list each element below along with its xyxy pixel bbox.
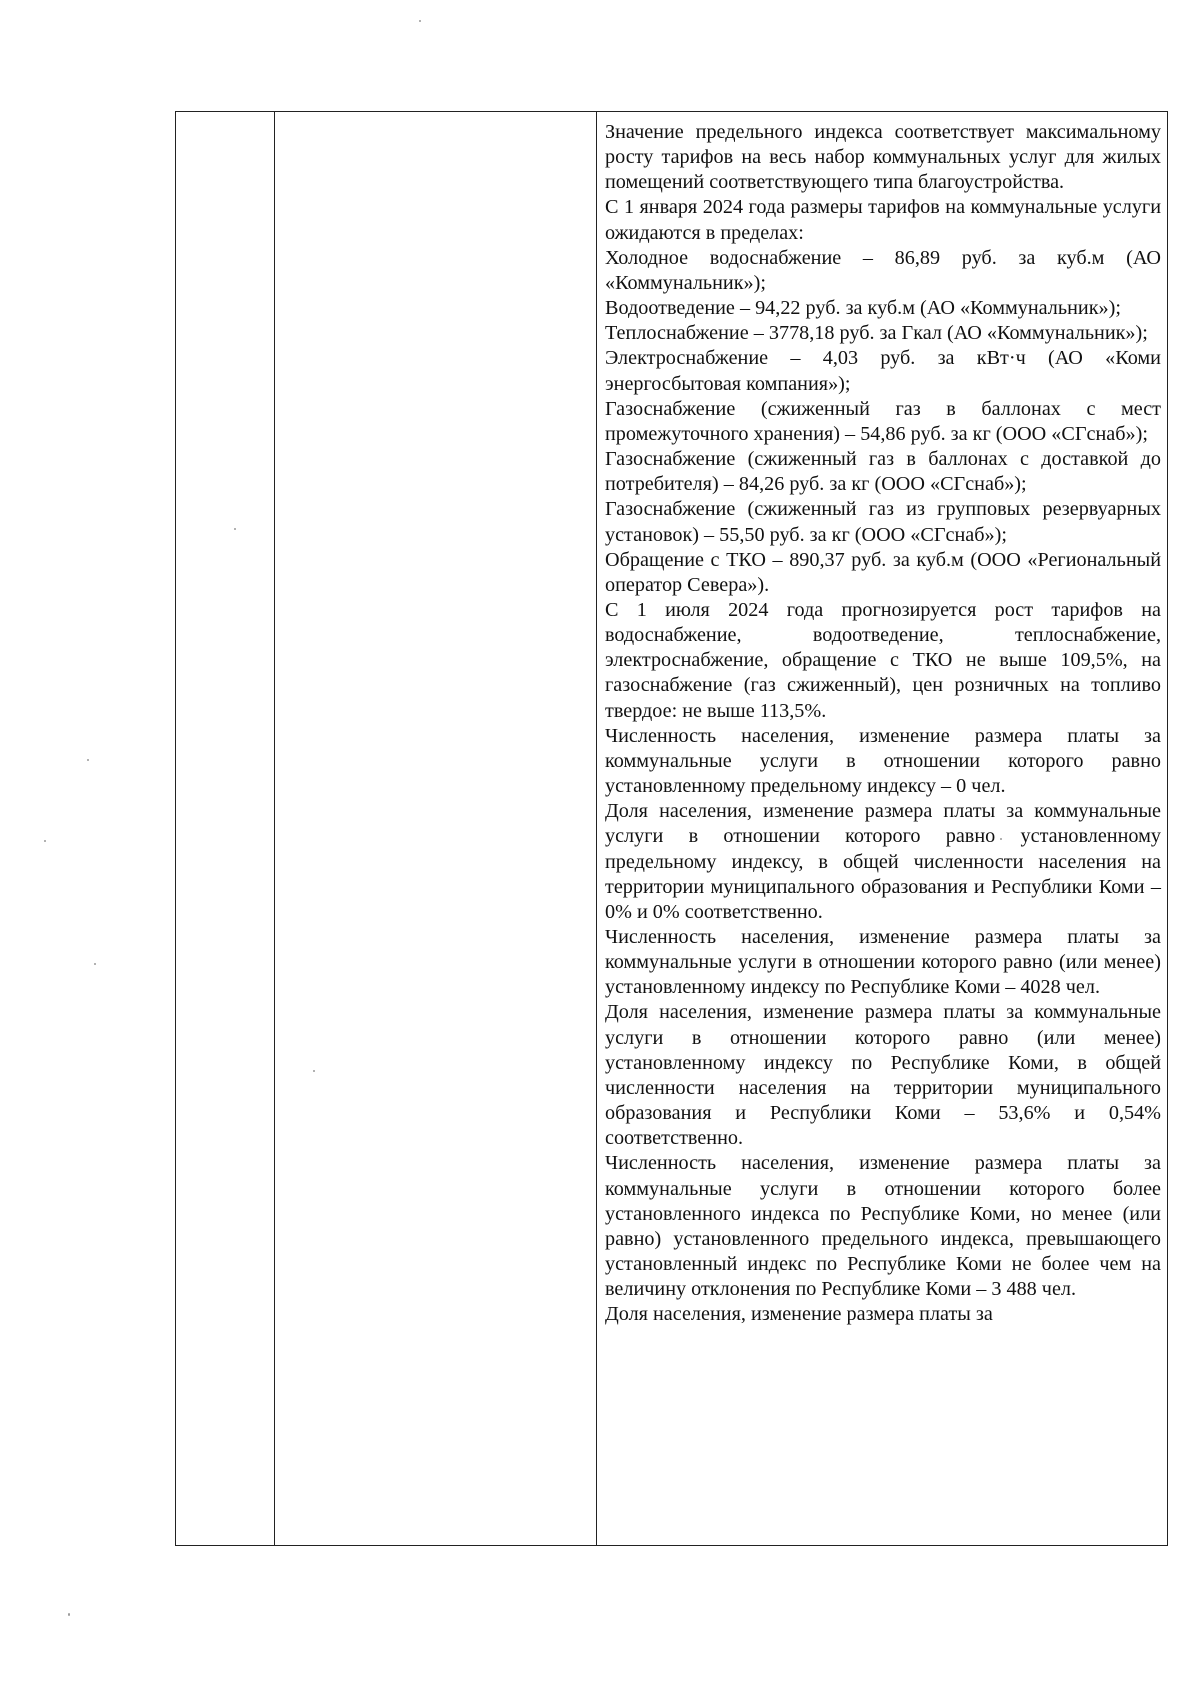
paragraph-electricity: Электроснабжение – 4,03 руб. за кВт·ч (АО «Коми энергосбытовая компания»); [605,347,1161,395]
scan-speck [419,20,421,22]
table-cell-text [597,112,1168,1546]
paragraph-population-above-index: Численность населения, изменение размера платы за коммунальные услуги в отношении которого более установленного индекса по Республике Коми, но менее (или равно) установленного предельного индекса, превышающего установленный индекс по Республике Коми не более чем на величину отклонения по Республике Коми – 3 488 чел. [605,1152,1161,1301]
paragraph-wastewater: Водоотведение – 94,22 руб. за куб.м (АО «Коммунальник»); [605,297,1121,320]
scan-speck [87,759,89,761]
paragraph-share-limit-index: Доля населения, изменение размера платы за коммунальные услуги в отношении которого равно установленному предельному индексу, в общей численности населения на территории муниципального образования и Республики Коми – 0% и 0% соответственно. [605,800,1161,923]
paragraph-tariffs-intro: С 1 января 2024 года размеры тарифов на коммунальные услуги ожидаются в пределах: [605,196,1161,244]
scan-speck [68,1613,70,1616]
scan-speck [94,963,96,965]
paragraph-population-regional-index: Численность населения, изменение размера платы за коммунальные услуги в отношении которого равно (или менее) установленному индексу по Республике Коми – 4028 чел. [605,926,1161,999]
paragraph-july-forecast: С 1 июля 2024 года прогнозируется рост тарифов на водоснабжение, водоотведение, теплоснабжение, электроснабжение, обращение с ТКО не выше 109,5%, на газоснабжение (газ сжиженный), цен розничных на топливо твердое: не выше 113,5%. [605,598,1161,722]
document-table [175,111,1168,1546]
paragraph-heating: Теплоснабжение – 3778,18 руб. за Гкал (АО «Коммунальник»); [605,322,1148,345]
paragraph-gas-storage: Газоснабжение (сжиженный газ в баллонах с мест промежуточного хранения) – 54,86 руб. за кг (ООО «СГснаб»); [605,397,1161,445]
table-cell-empty-1 [176,112,275,1546]
paragraph-waste: Обращение с ТКО – 890,37 руб. за куб.м (ООО «Региональный оператор Севера»). [605,548,1161,596]
table-row [176,112,1168,1546]
scan-speck [44,840,46,842]
paragraph-population-limit-index: Численность населения, изменение размера платы за коммунальные услуги в отношении которого равно установленному предельному индексу – 0 чел. [605,724,1161,798]
paragraph-share-regional-index: Доля населения, изменение размера платы за коммунальные услуги в отношении которого равно (или менее) установленному индексу по Республике Коми, в общей численности населения на территории муниципального образования и Республики Коми – 53,6% и 0,54% соответственно. [605,1001,1161,1150]
paragraph-share-continued: Доля населения, изменение размера платы за [605,1303,993,1326]
table-cell-empty-2 [275,112,597,1546]
paragraph-gas-group-tanks: Газоснабжение (сжиженный газ из групповых резервуарных установок) – 55,50 руб. за кг (ООО «СГснаб»); [605,498,1161,546]
paragraph-gas-delivery: Газоснабжение (сжиженный газ в баллонах с доставкой до потребителя) – 84,26 руб. за кг (ООО «СГснаб»); [605,448,1161,496]
paragraph-cold-water: Холодное водоснабжение – 86,89 руб. за куб.м (АО «Коммунальник»); [605,246,1161,294]
paragraph-index-description: Значение предельного индекса соответствует максимальному росту тарифов на весь набор коммунальных услуг для жилых помещений соответствующего типа благоустройства. [605,121,1161,194]
